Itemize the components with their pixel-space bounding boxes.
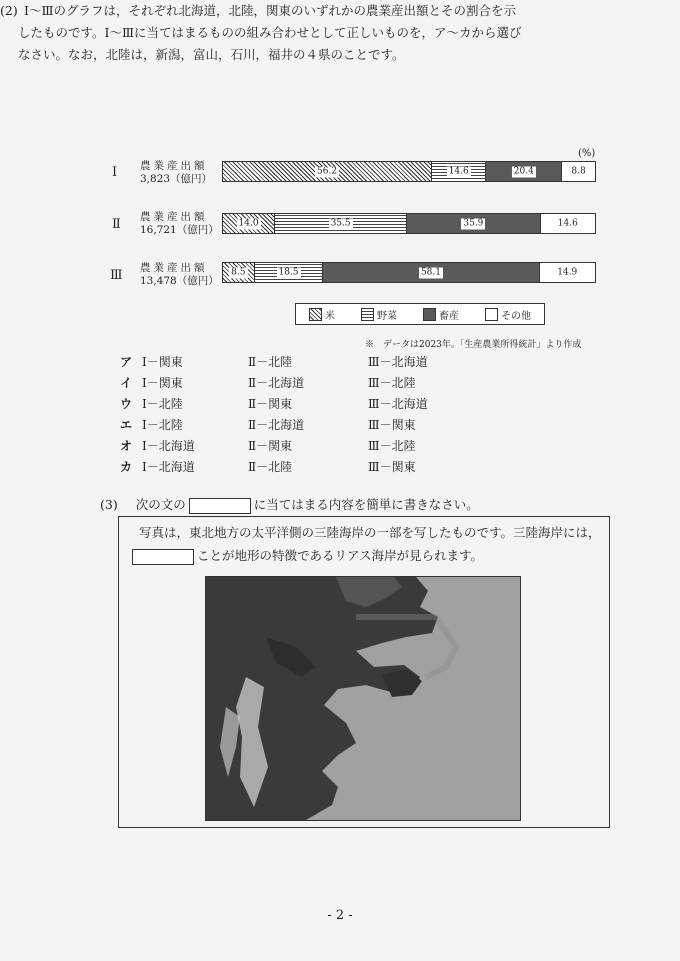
choice-part-3: Ⅲ－北海道 xyxy=(368,355,428,369)
choice-ka[interactable] xyxy=(120,458,540,478)
question-3-number: (3) xyxy=(100,497,118,512)
question-2-line-3: なさい。なお，北陸は，新潟，富山，石川，福井の４県のことです。 xyxy=(18,47,405,62)
legend-item-rice xyxy=(309,307,335,322)
page-number: - 2 - xyxy=(327,908,353,923)
bar-value-label: 58.1 xyxy=(420,267,442,277)
output-label: 農業産出額 xyxy=(140,262,208,274)
bar-value-label: 8.8 xyxy=(571,166,586,176)
sanriku-coast-photo xyxy=(205,576,521,821)
legend-label: 野菜 xyxy=(377,310,397,322)
legend-label: 畜産 xyxy=(439,310,459,322)
bar-value-label: 14.6 xyxy=(448,166,469,176)
choice-part-1: Ⅰ－関東 xyxy=(142,355,183,369)
legend-item-livestock xyxy=(423,307,459,322)
bar-value-label: 18.5 xyxy=(278,267,299,277)
bar-value-label: 35.9 xyxy=(463,218,484,228)
legend-item-vegetables xyxy=(361,307,397,322)
question-2-line-2: したものです。Ⅰ～Ⅲに当てはまるものの組み合わせとして正しいものを，ア～カから選び xyxy=(18,25,522,40)
legend-swatch-vegetables xyxy=(361,308,374,321)
choice-u[interactable] xyxy=(120,395,540,415)
bar-value-label: 35.5 xyxy=(330,218,351,228)
output-value: 16,721（億円） xyxy=(140,224,219,236)
choice-part-1: Ⅰ－北陸 xyxy=(142,418,183,432)
choice-part-1: Ⅰ－関東 xyxy=(142,376,183,390)
bar-value-label: 20.4 xyxy=(513,166,534,176)
bar-value-label: 14.6 xyxy=(557,218,578,228)
output-label: 農業産出額 xyxy=(140,211,208,223)
bar-segment-other xyxy=(562,162,595,181)
choice-key: ア xyxy=(120,355,133,369)
stacked-bar-1 xyxy=(222,161,596,182)
choice-part-2: Ⅱ－北陸 xyxy=(248,355,293,369)
bar-segment-vegetables xyxy=(275,214,407,233)
choice-part-2: Ⅱ－関東 xyxy=(248,397,293,411)
choice-part-2: Ⅱ－北海道 xyxy=(248,418,305,432)
stacked-bar-3 xyxy=(222,262,596,283)
choice-part-1: Ⅰ－北海道 xyxy=(142,460,195,474)
row-roman-label: Ⅲ xyxy=(110,268,123,283)
bar-segment-other xyxy=(541,214,595,233)
stacked-bar-2 xyxy=(222,213,596,234)
question-2-number: (2) xyxy=(0,3,18,18)
question-3-passage-box xyxy=(118,516,610,828)
choice-part-2: Ⅱ－北海道 xyxy=(248,376,305,390)
choice-part-2: Ⅱ－関東 xyxy=(248,439,293,453)
question-3-pre: 次の文の xyxy=(135,497,186,512)
output-value: 3,823（億円） xyxy=(140,173,213,185)
choice-part-1: Ⅰ－北海道 xyxy=(142,439,195,453)
bar-segment-vegetables xyxy=(255,263,324,282)
chart-unit-label: (%) xyxy=(578,148,596,159)
chart-legend xyxy=(295,303,545,325)
bar-segment-vegetables xyxy=(432,162,486,181)
bar-value-label: 14.0 xyxy=(238,218,259,228)
row-roman-label: Ⅱ xyxy=(112,217,121,232)
legend-swatch-rice xyxy=(309,308,322,321)
row-roman-label: Ⅰ xyxy=(112,165,118,180)
row-output-label xyxy=(140,160,228,186)
aerial-photo-drawing xyxy=(206,577,520,820)
choice-part-3: Ⅲ－北陸 xyxy=(368,376,416,390)
passage-line-2-text: ことが地形の特徴であるリアス海岸が見られます。 xyxy=(197,548,484,563)
row-output-label xyxy=(140,262,228,288)
passage-line-2 xyxy=(129,546,483,565)
legend-swatch-other xyxy=(485,308,498,321)
bar-segment-rice xyxy=(223,214,275,233)
choice-key: ウ xyxy=(120,397,133,411)
legend-item-other xyxy=(485,307,531,322)
question-3 xyxy=(100,495,479,514)
passage-blank-box[interactable] xyxy=(132,549,194,565)
choice-part-3: Ⅲ－関東 xyxy=(368,418,416,432)
choice-part-3: Ⅲ－関東 xyxy=(368,460,416,474)
data-source-note: ※ データは2023年。「生産農業所得統計」より作成 xyxy=(365,340,582,350)
bar-value-label: 8.5 xyxy=(231,267,246,277)
legend-label: 米 xyxy=(325,310,335,322)
choice-part-2: Ⅱ－北陸 xyxy=(248,460,293,474)
choice-part-3: Ⅲ－北海道 xyxy=(368,397,428,411)
question-3-post: に当てはまる内容を簡単に書きなさい。 xyxy=(253,497,479,512)
row-output-label xyxy=(140,211,228,237)
bar-segment-livestock xyxy=(486,162,562,181)
bar-value-label: 56.2 xyxy=(317,166,338,176)
bar-segment-livestock xyxy=(323,263,539,282)
choice-key: イ xyxy=(120,376,133,390)
choice-key: エ xyxy=(120,418,133,432)
output-label: 農業産出額 xyxy=(140,160,208,172)
choice-e[interactable] xyxy=(120,416,540,436)
question-2-line-1: Ⅰ～Ⅲのグラフは，それぞれ北海道，北陸，関東のいずれかの農業産出額とその割合を示 xyxy=(24,3,516,18)
output-value: 13,478（億円） xyxy=(140,275,219,287)
bar-value-label: 14.9 xyxy=(557,267,578,277)
choice-i[interactable] xyxy=(120,374,540,394)
choice-o[interactable] xyxy=(120,437,540,457)
choice-key: カ xyxy=(120,460,133,474)
bar-segment-other xyxy=(540,263,595,282)
legend-label: その他 xyxy=(501,310,531,322)
bar-segment-rice xyxy=(223,162,432,181)
passage-line-1: 写真は，東北地方の太平洋側の三陸海岸の一部を写したものです。三陸海岸には， xyxy=(139,525,601,540)
bar-segment-livestock xyxy=(407,214,541,233)
bar-segment-rice xyxy=(223,263,255,282)
choice-part-3: Ⅲ－北陸 xyxy=(368,439,416,453)
legend-swatch-livestock xyxy=(423,308,436,321)
choice-a[interactable] xyxy=(120,353,540,373)
choice-part-1: Ⅰ－北陸 xyxy=(142,397,183,411)
choice-key: オ xyxy=(120,439,133,453)
answer-blank-box xyxy=(189,498,251,514)
